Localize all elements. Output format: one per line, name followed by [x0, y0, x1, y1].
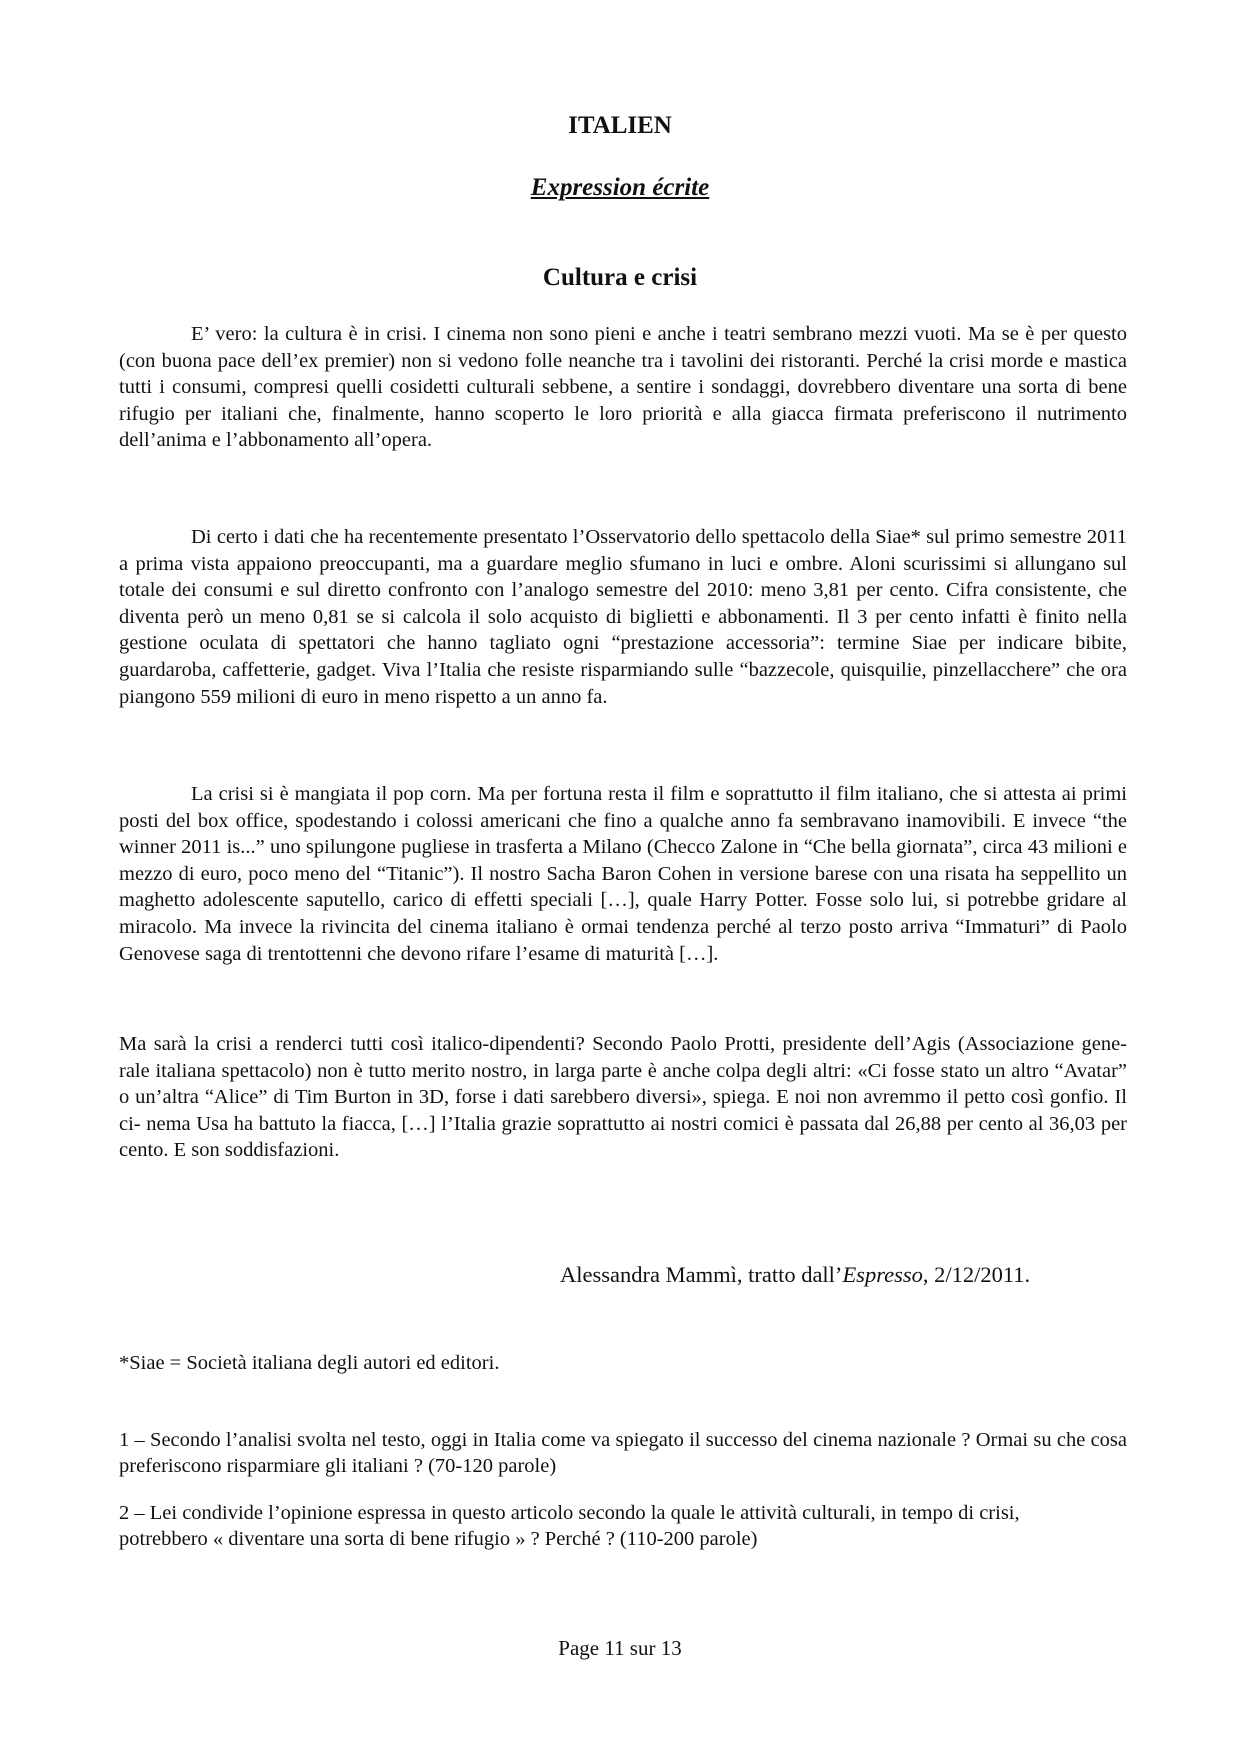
attribution-author: Alessandra Mammì, tratto dall’	[560, 1262, 843, 1287]
attribution-source: Espresso	[842, 1262, 923, 1287]
article-title: Cultura e crisi	[542, 264, 698, 291]
article-paragraph-4: Ma sarà la crisi a renderci tutti così italico-dipendenti? Secondo Paolo Protti, presidente dell’Agis (Associazione gene- rale italiana spettacolo) non è tutto merito nostro, in larga parte è anche colpa degli altri: «Ci fosse stato un altro “Avatar” o un’altra “Alice” di Tim Burton in 3D, forse i dati sarebbero diversi», spiega. E noi non avremmo il petto così gonfio. Il ci- nema Usa ha battuto la fiacca, […] l’Italia grazie soprattutto ai nostri comici è passata dal 26,88 per cento al 36,03 per cento. E son soddisfazioni.	[119, 1033, 1127, 1162]
article-attribution	[560, 1262, 1120, 1288]
exercise-type-heading: Expression écrite	[530, 174, 710, 201]
article-paragraph-3: La crisi si è mangiata il pop corn. Ma per fortuna resta il film e soprattutto il film italiano, che si attesta ai primi posti del box office, spodestando i colossi americani che fino a qualche anno fa sembravano inamovibili. E invece “the winner 2011 is...” uno spilungone pugliese in trasferta a Milano (Checco Zalone in “Che bella giornata”, circa 43 milioni e mezzo di euro, poco meno del “Titanic”). Il nostro Sacha Baron Cohen in versione barese con una risata ha seppellito un maghetto adolescente saputello, carico di effetti speciali […], quale Harry Potter. Fosse solo lui, si potrebbe gridare al miracolo. Ma invece la rivincita del cinema italiano è ormai tendenza perché al terzo posto arriva “Immaturi” di Paolo Genovese saga di trentottenni che devono rifare l’esame di maturità […].	[119, 783, 1127, 965]
question-2: 2 – Lei condivide l’opinione espressa in questo articolo secondo la quale le attività culturali, in tempo di crisi, potrebbero « diventare una sorta di bene rifugio » ? Perché ? (110-200 parole)	[119, 1502, 1020, 1550]
article-paragraph-2: Di certo i dati che ha recentemente presentato l’Osservatorio dello spettacolo della Siae* sul primo semestre 2011 a prima vista appaiono preoccupanti, ma a guardare meglio sfumano in luci e ombre. Aloni scurissimi si allungano sul totale dei consumi e sul diretto confronto con l’analogo semestre del 2010: meno 3,81 per cento. Cifra consistente, che diventa però un meno 0,81 se si calcola il solo acquisto di biglietti e abbonamenti. Il 3 per cento infatti è finito nella gestione oculata di spettatori che hanno tagliato ogni “prestazione accessoria”: termine Siae per indicare bibite, guardaroba, caffetterie, gadget. Viva l’Italia che resiste risparmiando sulle “bazzecole, quisquilie, pinzellacchere” che ora piangono 559 milioni di euro in meno rispetto a un anno fa.	[119, 526, 1127, 708]
article-paragraph-1: E’ vero: la cultura è in crisi. I cinema non sono pieni e anche i teatri sembrano mezzi vuoti. Ma se è per questo (con buona pace dell’ex premier) non si vedono folle neanche tra i tavolini dei ristoranti. Perché la crisi morde e mastica tutti i consumi, compresi quelli cosidetti culturali sebbene, a sentire i sondaggi, dovrebbero diventare una sorta di bene rifugio per italiani che, finalmente, hanno scoperto le loro priorità e alla giacca firmata preferiscono il nutrimento dell’anima e l’abbonamento all’opera.	[119, 323, 1127, 452]
page-number: Page 11 sur 13	[558, 1636, 682, 1660]
footnote: *Siae = Società italiana degli autori ed editori.	[119, 1352, 500, 1374]
attribution-date: , 2/12/2011.	[922, 1262, 1031, 1287]
subject-heading: ITALIEN	[568, 112, 672, 139]
question-1: 1 – Secondo l’analisi svolta nel testo, oggi in Italia come va spiegato il successo del cinema nazionale ? Ormai su che cosa preferiscono risparmiare gli italiani ? (70-120 parole)	[119, 1429, 1127, 1477]
